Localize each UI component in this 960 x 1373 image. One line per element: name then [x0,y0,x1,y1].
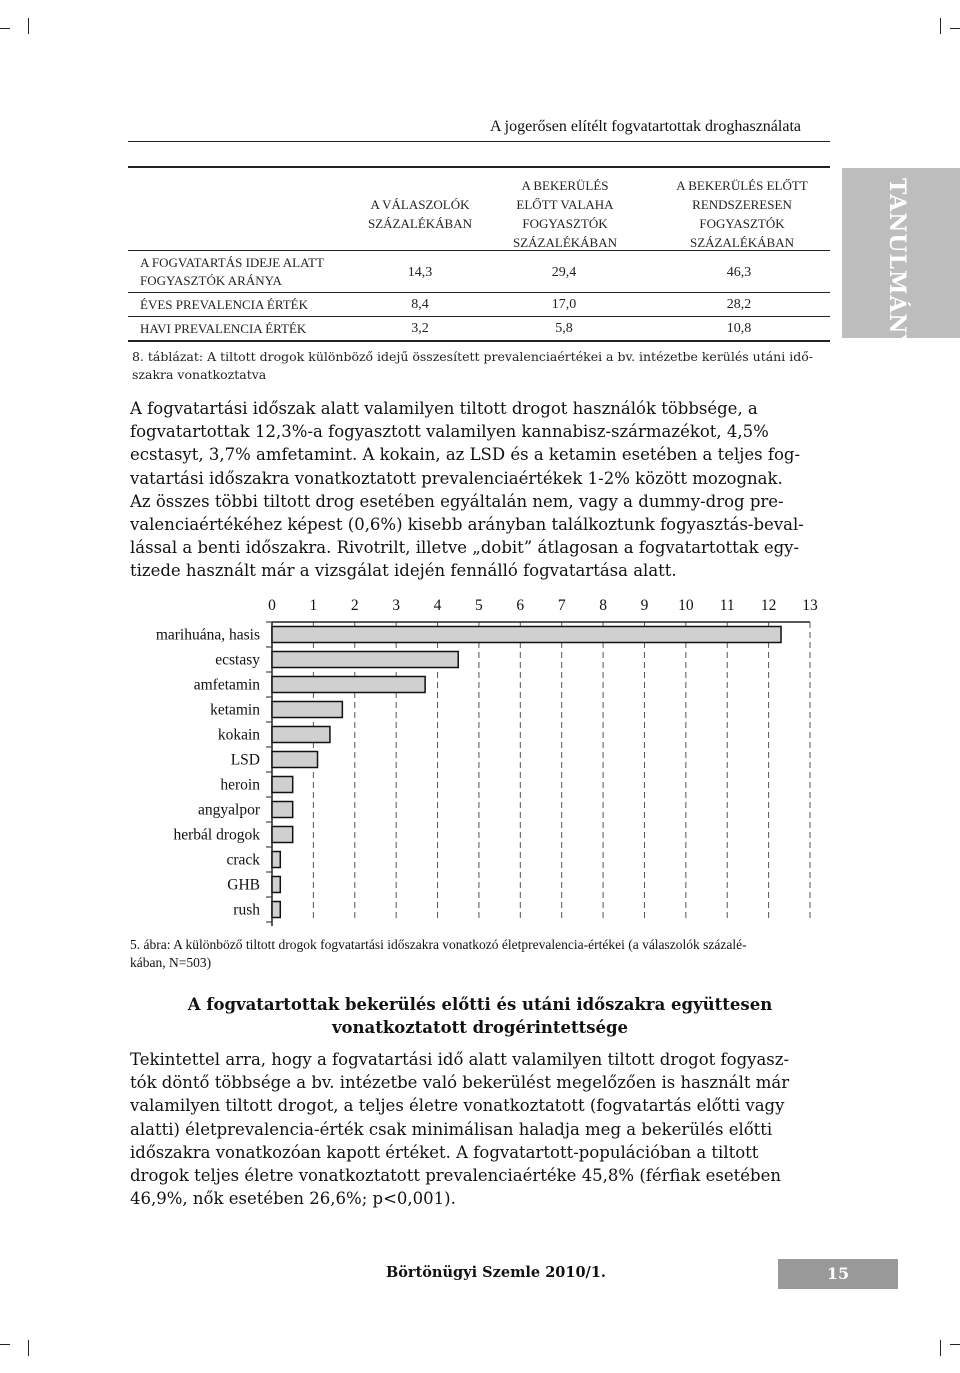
chart-bar [272,677,425,693]
text-line: Az összes többi tiltott drog esetében egyáltalán nem, vagy a dummy-drog pre- [130,491,784,511]
chart-tick-label: 4 [433,597,442,614]
chart-category-label: LSD [230,751,260,769]
table-caption: 8. táblázat: A tiltott drogok különböző idejű összesített prevalenciaértékei a bv. intézetbe kerülés utáni idő- szakra vonatkoztatva [132,349,813,382]
chart-category-label: angyalpor [198,801,260,819]
chart-tick-label: 3 [392,597,401,614]
crop-mark [940,18,941,34]
text-line: valenciaértékéhez képest (0,6%) kisebb arányban találkoztunk fogyasztás-beval- [130,515,804,535]
crop-mark [940,1340,941,1356]
running-head: A jogerősen elítélt fogvatartottak droghasználata [490,118,801,135]
chart-bar [272,652,458,668]
table-cell: 29,4 [551,265,577,280]
table-cell: 14,3 [407,265,433,280]
bar-chart-svg [0,588,960,933]
chart-tick-label: 11 [719,597,735,614]
chart-bar [272,702,342,718]
chart-bar [272,877,280,893]
text-line: A fogvatartási időszak alatt valamilyen tiltott drogot használók többsége, a [130,399,758,418]
chart-category-label: heroin [220,776,260,794]
bar-chart [0,588,960,933]
table-row-label: HAVI PREVALENCIA ÉRTÉK [140,321,307,336]
chart-category-label: kokain [217,726,260,744]
table-header-respondents: A VÁLASZOLÓK SZÁZALÉKÁBAN [368,197,472,231]
text-line: vatartási időszakra vonatkoztatott prevalenciaértékek 1-2% között mozognak. [130,468,783,488]
chart-tick-label: 13 [802,597,818,614]
table-row-rule [128,292,830,293]
table-row-label: A FOGVATARTÁS IDEJE ALATT FOGYASZTÓK ARÁNYA [140,255,324,288]
chart-category-label: ecstasy [215,651,260,669]
text-line: ecstasyt, 3,7% amfetamint. A kokain, az LSD és a ketamin esetében a teljes fog- [130,445,801,465]
crop-mark [28,18,29,34]
table-header-rule [128,250,830,251]
chart-tick-label: 12 [760,597,777,614]
paragraph-2 [130,1048,828,1210]
chart-tick-label: 6 [516,597,525,614]
page-number: 15 [826,1264,850,1283]
table-cell: 5,8 [555,321,573,336]
table-row-label: ÉVES PREVALENCIA ÉRTÉK [140,297,308,312]
chart-bar [272,852,280,868]
chart-category-label: marihuána, hasis [155,626,260,644]
chart-category-label: ketamin [210,701,260,719]
chart-category-label: GHB [227,876,260,894]
chart-tick-label: 8 [599,597,607,614]
crop-mark [0,1344,10,1345]
table-header-regular-users: A BEKERÜLÉS ELŐTT RENDSZERESEN FOGYASZTÓK SZÁZALÉKÁBAN [676,178,808,250]
text-line: 46,9%, nők esetében 26,6%; p<0,001). [130,1189,456,1209]
chart-bar [272,777,293,793]
table-cell: 17,0 [551,297,577,312]
table-top-rule [128,166,830,168]
text-line: alatti) életprevalencia-érték csak minimálisan haladja meg a bekerülés előtti [130,1119,773,1139]
text-line: Tekintettel arra, hogy a fogvatartási idő alatt valamilyen tiltott drogot fogyasz- [130,1050,790,1069]
text-line: valamilyen tiltott drogot, a teljes életre vonatkoztatott (fogvatartás előtti vagy [130,1096,785,1116]
crop-mark [28,1340,29,1356]
figure-caption: 5. ábra: A különböző tiltott drogok fogvatartási időszakra vonatkozó életprevalencia-értékei (a válaszolók százalé- kában, N=503) [130,937,747,970]
chart-bar [272,902,280,918]
table-cell: 10,8 [726,321,752,336]
text-line: tók döntő többsége a bv. intézetbe való bekerülést megelőzően is használt már [130,1073,790,1093]
chart-bar [272,827,293,843]
text-line: drogok teljes életre vonatkoztatott prevalenciaértéke 45,8% (férfiak esetében [130,1166,781,1186]
table-header-ever-users: A BEKERÜLÉS ELŐTT VALAHA FOGYASZTÓK SZÁZALÉKÁBAN [513,178,617,250]
table-cell: 46,3 [726,265,752,280]
table-cell: 28,2 [726,297,752,312]
header-rule [128,141,830,142]
chart-tick-label: 9 [640,597,649,614]
crop-mark [0,28,10,29]
chart-tick-label: 7 [557,597,566,614]
text-line: tizede használt már a vizsgálat idején fennálló fogvatartása alatt. [130,561,677,581]
chart-tick-label: 5 [475,597,483,614]
paragraph-1 [130,397,828,583]
chart-category-label: crack [226,851,260,869]
table-cell: 8,4 [411,297,429,312]
text-line: fogvatartottak 12,3%-a fogyasztott valamilyen kannabisz-származékot, 4,5% [130,422,769,442]
crop-mark [950,28,960,29]
chart-category-label: herbál drogok [173,826,260,844]
section-title: A fogvatartottak bekerülés előtti és utáni időszakra együttesen vonatkoztatott drogérintettsége [187,995,773,1037]
chart-tick-label: 10 [678,597,694,614]
crop-mark [950,1344,960,1345]
table-bottom-rule [128,340,830,342]
chart-bar [272,802,293,818]
side-tab-label: TANULMÁNY [884,178,910,352]
text-line: időszakra vonatkozóan kapott értéket. A fogvatartott-populációban a tiltott [130,1142,759,1162]
table-row-rule [128,316,830,317]
footer-journal: Börtönügyi Szemle 2010/1. [386,1264,606,1281]
chart-tick-label: 1 [309,597,318,614]
chart-bar [272,727,330,743]
chart-category-label: rush [233,901,260,919]
text-line: lással a benti időszakra. Rivotrilt, illetve „dobit” átlagosan a fogvatartottak egy- [130,538,800,558]
table-cell: 3,2 [411,321,429,336]
chart-tick-label: 0 [268,597,276,614]
chart-bar [272,627,781,643]
chart-bar [272,752,318,768]
chart-category-label: amfetamin [193,676,260,694]
chart-tick-label: 2 [350,597,359,614]
